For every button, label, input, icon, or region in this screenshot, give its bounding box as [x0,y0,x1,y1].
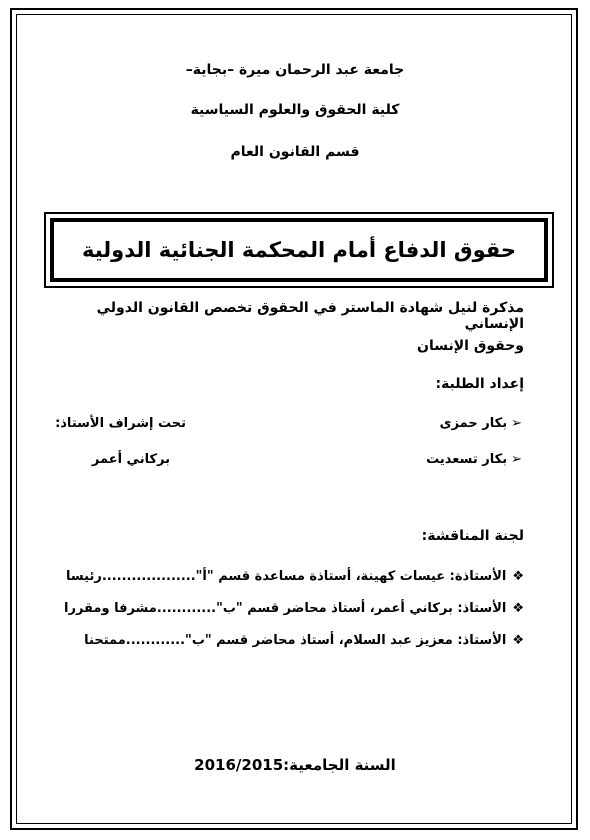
thesis-purpose-line-2: وحقوق الإنسان [417,338,524,354]
students-heading: إعداد الطلبة: [435,376,524,392]
committee-member [84,633,524,648]
diamond-bullet-icon: ❖ [512,633,524,648]
academic-year: السنة الجامعية:2016/2015 [194,756,396,774]
student-name: بكار تسعديت [426,452,508,467]
university-name: جامعة عبد الرحمان ميرة –بجاية– [185,62,405,78]
supervisor-heading: تحت إشراف الأستاذ: [55,416,186,431]
diamond-bullet-icon: ❖ [512,569,524,584]
title-frame-inner [50,218,548,282]
thesis-title: حقوق الدفاع أمام المحكمة الجنائية الدولية [81,238,517,262]
committee-member [66,569,524,584]
title-frame [44,212,554,288]
student-item [440,416,522,431]
arrow-bullet-icon: ➢ [511,452,522,467]
student-item [426,452,522,467]
supervisor-name: بركاني أعمر [91,452,170,467]
thesis-purpose-line-1: مذكرة لنيل شهادة الماستر في الحقوق تخصص القانون الدولي الإنساني [96,300,524,332]
department-name: قسم القانون العام [230,144,360,160]
committee-member [64,601,524,616]
committee-member-text: الأستاذة: عيسات كهينة، أستاذة مساعدة قسم "أ"...................رئيسا [66,569,507,584]
committee-member-text: الأستاذ: بركاني أعمر، أستاذ محاضر قسم "ب"............مشرفا ومقررا [64,601,507,616]
student-name: بكار حمزى [439,416,508,431]
committee-member-text: الأستاذ: معزيز عبد السلام، أستاذ محاضر قسم "ب"............ممتحنا [84,633,507,648]
faculty-name: كلية الحقوق والعلوم السياسية [190,102,400,118]
diamond-bullet-icon: ❖ [512,601,524,616]
committee-heading: لجنة المناقشة: [421,528,524,544]
arrow-bullet-icon: ➢ [511,416,522,431]
